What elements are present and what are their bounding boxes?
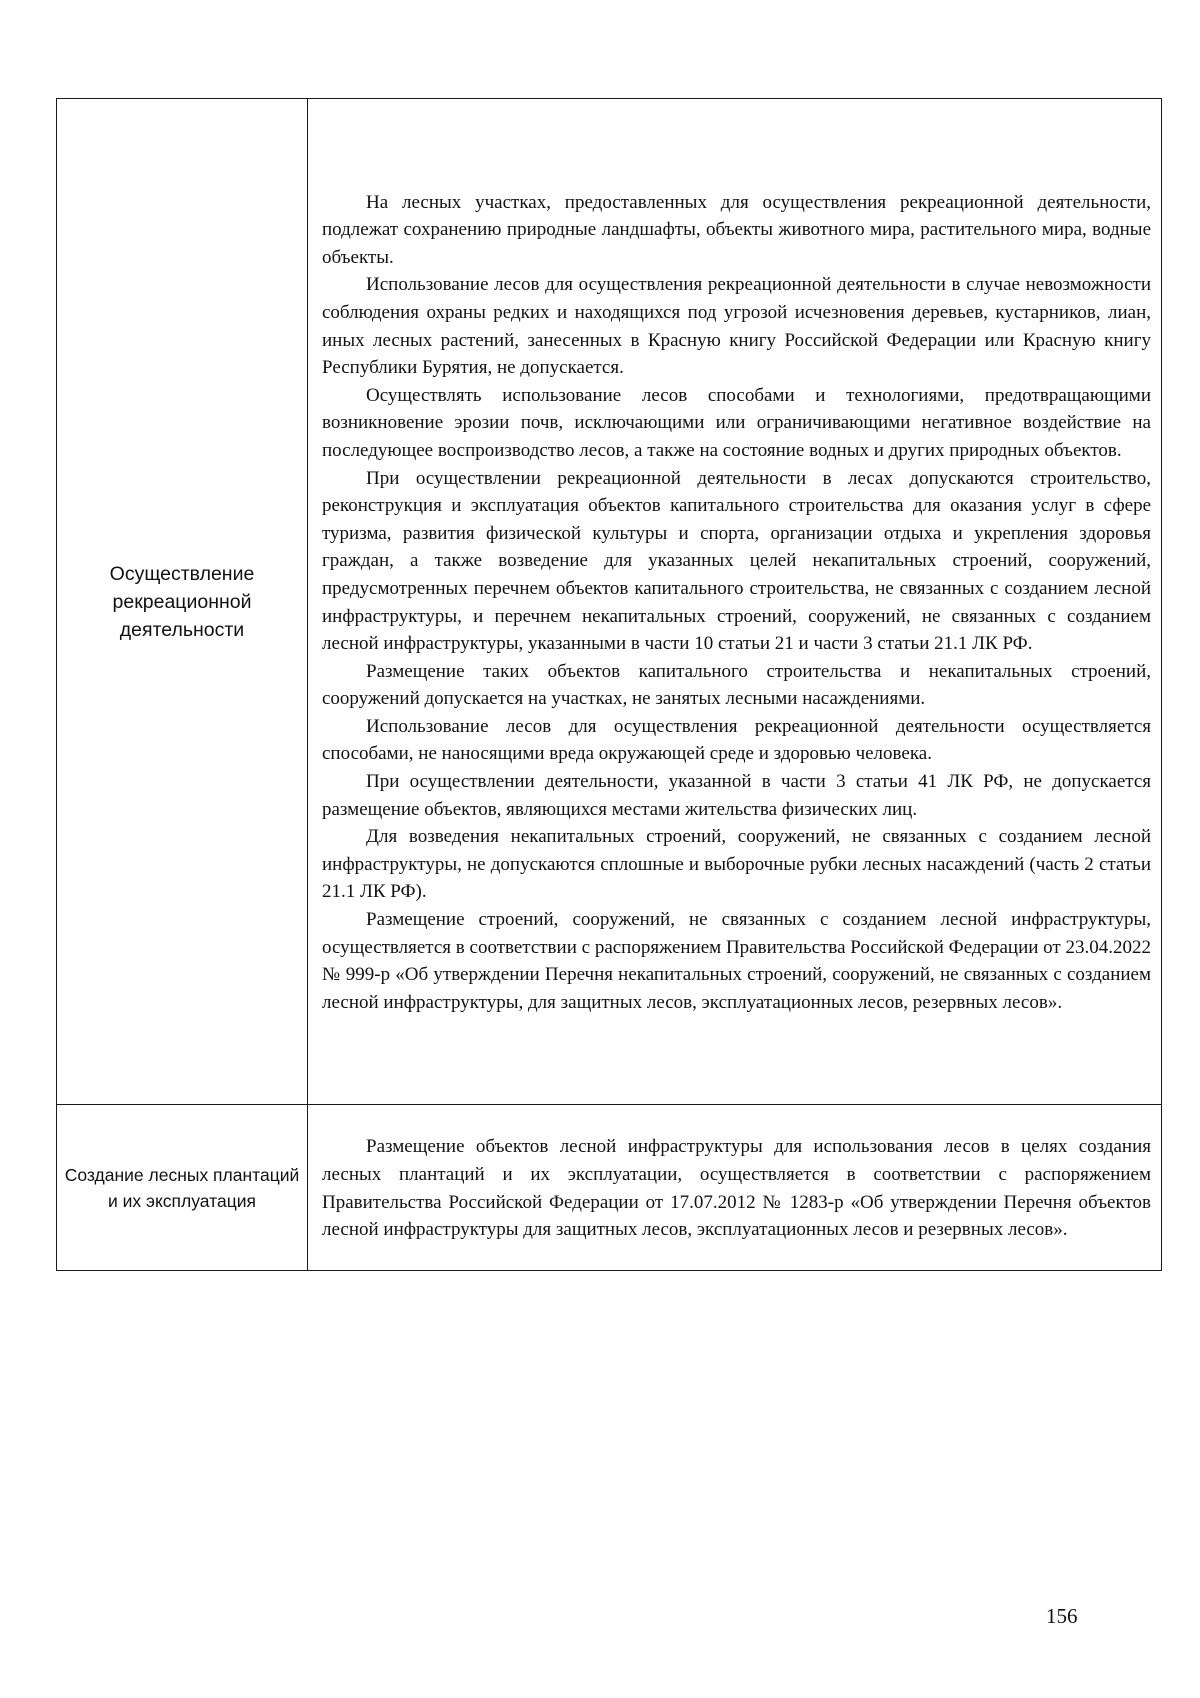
page-number: 156 — [1046, 1604, 1078, 1628]
paragraph: Осуществлять использование лесов способами и технологиями, предотвращающими возникновение эрозии почв, исключающими или ограничивающими негативное воздействие на последующее воспроизводство лесов, а также на состояние водных и других природных объектов. — [322, 384, 1151, 461]
regulations-table — [56, 98, 1162, 1271]
activity-cell — [57, 99, 308, 1105]
requirements-cell — [308, 1105, 1162, 1271]
paragraph: Размещение строений, сооружений, не связанных с созданием лесной инфраструктуры, осуществляется в соответствии с распоряжением Правительства Российской Федерации от 23.04.2022 № 999-р «Об утверждении Перечня некапитальных строений, сооружений, не связанных с созданием лесной инфраструктуры, для защитных лесов, эксплуатационных лесов, резервных лесов». — [322, 909, 1151, 1013]
paragraph: На лесных участках, предоставленных для осуществления рекреационной деятельности, подлежат сохранению природные ландшафты, объекты животного мира, растительного мира, водные объекты. — [322, 191, 1151, 268]
table-row — [57, 99, 1162, 1105]
activity-label: Создание лесных плантаций и их эксплуатация — [64, 1164, 300, 1211]
table-row — [57, 1105, 1162, 1271]
paragraph: Для возведения некапитальных строений, сооружений, не связанных с созданием лесной инфраструктуры, не допускаются сплошные и выборочные рубки лесных насаждений (часть 2 статьи 21.1 ЛК РФ). — [322, 826, 1151, 903]
paragraph: При осуществлении рекреационной деятельности в лесах допускаются строительство, реконструкция и эксплуатация объектов капитального строительства для оказания услуг в сфере туризма, развития физической культуры и спорта, организации отдыха и укрепления здоровья граждан, а также возведение для указанных целей некапитальных строений, сооружений, предусмотренных перечнем объектов капитального строительства, не связанных с созданием лесной инфраструктуры, и перечнем некапитальных строений, сооружений, не связанных с созданием лесной инфраструктуры, указанными в части 10 статьи 21 и части 3 статьи 21.1 ЛК РФ. — [322, 467, 1151, 655]
paragraph: При осуществлении деятельности, указанной в части 3 статьи 41 ЛК РФ, не допускается размещение объектов, являющихся местами жительства физических лиц. — [322, 771, 1151, 820]
paragraph: Размещение таких объектов капитального строительства и некапитальных строений, сооружений допускается на участках, не занятых лесными насаждениями. — [322, 660, 1151, 710]
activity-label: Осуществление рекреационной деятельности — [109, 562, 255, 641]
requirements-cell — [308, 99, 1162, 1105]
paragraph: Размещение объектов лесной инфраструктуры для использования лесов в целях создания лесных плантаций и их эксплуатации, осуществляется в соответствии с распоряжением Правительства Российской Федерации от 17.07.2012 № 1283-р «Об утверждении Перечня объектов лесной инфраструктуры для защитных лесов, эксплуатационных лесов и резервных лесов». — [322, 1136, 1151, 1241]
paragraph: Использование лесов для осуществления рекреационной деятельности в случае невозможности соблюдения охраны редких и находящихся под угрозой исчезновения деревьев, кустарников, лиан, иных лесных растений, занесенных в Красную книгу Российской Федерации или Красную книгу Республики Бурятия, не допускается. — [322, 274, 1151, 379]
paragraph: Использование лесов для осуществления рекреационной деятельности осуществляется способами, не наносящими вреда окружающей среде и здоровью человека. — [322, 715, 1151, 765]
activity-cell — [57, 1105, 308, 1271]
